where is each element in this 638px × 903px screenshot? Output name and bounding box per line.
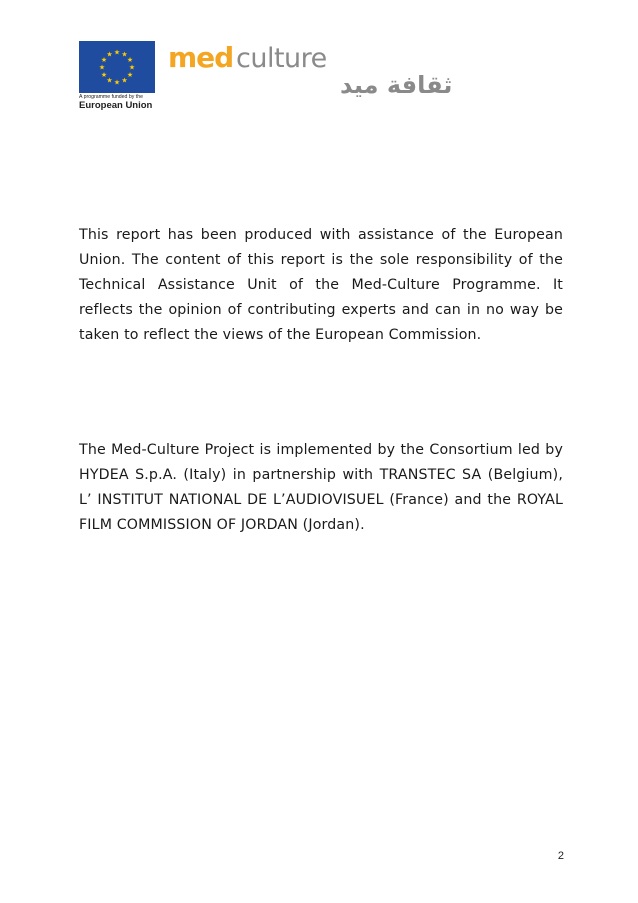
med-culture-logo-arabic: ثقافة ميد xyxy=(340,71,453,99)
eu-star-icon: ★ xyxy=(100,56,108,64)
eu-star-icon: ★ xyxy=(128,63,136,72)
eu-star-icon: ★ xyxy=(126,71,134,79)
page-number: 2 xyxy=(557,850,564,862)
eu-caption-big: European Union xyxy=(79,99,153,111)
eu-logo xyxy=(79,41,155,111)
eu-star-icon: ★ xyxy=(121,50,128,59)
consortium-paragraph: The Med-Culture Project is implemented by the Consortium led by HYDEA S.p.A. (Italy) in partnership with TRANSTEC SA (Belgium), L’ INSTITUT NATIONAL DE L’AUDIOVISUEL (France) and the ROYAL FILM COMMISSION OF JORDAN (Jordan). xyxy=(79,442,563,533)
med-culture-logo xyxy=(166,41,453,99)
eu-star-icon: ★ xyxy=(113,48,121,57)
med-culture-logo-culture: culture xyxy=(236,43,327,74)
eu-flag-icon xyxy=(79,41,155,93)
disclaimer-paragraph: This report has been produced with assistance of the European Union. The content of this report is the sole responsibility of the Technical Assistance Unit of the Med-Culture Programme. It reflects the opinion of contributing experts and can in no way be taken to reflect the views of the European Commission. xyxy=(79,227,563,343)
eu-star-icon: ★ xyxy=(100,71,108,79)
eu-star-icon: ★ xyxy=(113,78,121,87)
med-culture-logo-med: med xyxy=(168,41,234,74)
eu-caption-small: A programme funded by the xyxy=(79,94,144,100)
eu-star-icon: ★ xyxy=(126,56,134,64)
eu-star-icon: ★ xyxy=(106,76,113,85)
eu-star-icon: ★ xyxy=(121,76,128,85)
eu-star-icon: ★ xyxy=(106,50,113,59)
eu-star-icon: ★ xyxy=(98,63,106,72)
